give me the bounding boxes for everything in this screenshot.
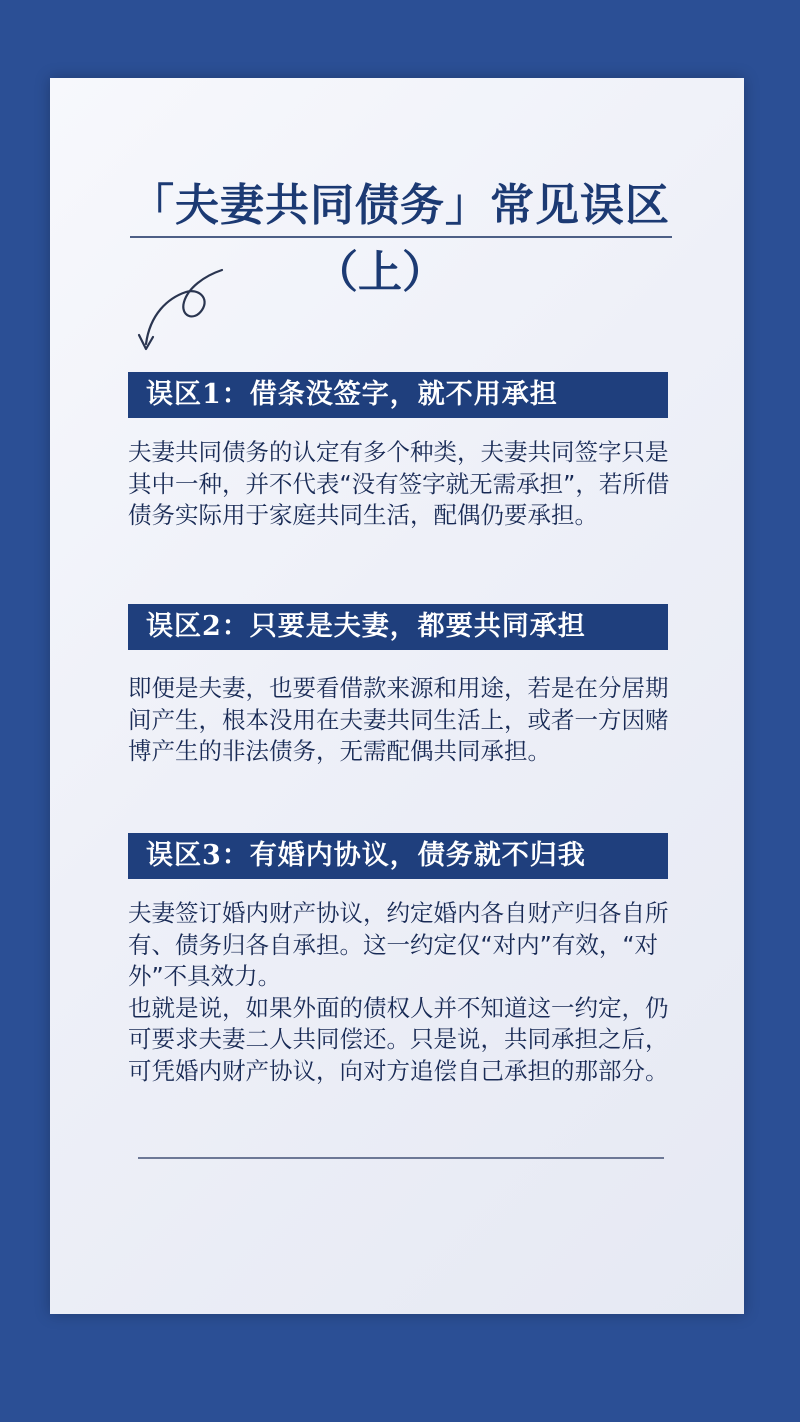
section-3-body [128, 898, 688, 1087]
section-2-body [128, 673, 688, 768]
bottom-divider [138, 1157, 664, 1159]
page-subtitle: （上） [314, 247, 446, 298]
section-3-heading: 误区3：有婚内协议，债务就不归我 [128, 833, 668, 879]
section-1-heading: 误区1：借条没签字，就不用承担 [128, 372, 668, 418]
section-1-paragraph: 夫妻共同债务的认定有多个种类，夫妻共同签字只是其中一种，并不代表“没有签字就无需承担”，若所借债务实际用于家庭共同生活，配偶仍要承担。 [128, 438, 670, 529]
section-1-body [128, 437, 688, 532]
curly-arrow-icon [132, 262, 232, 354]
section-3-paragraph-2: 也就是说，如果外面的债权人并不知道这一约定，仍可要求夫妻二人共同偿还。只是说，共同承担之后，可凭婚内财产协议，向对方追偿自己承担的那部分。 [128, 993, 669, 1085]
section-2-heading: 误区2：只要是夫妻，都要共同承担 [128, 604, 668, 650]
section-3-paragraph-1: 夫妻签订婚内财产协议，约定婚内各自财产归各自所有、债务归各自承担。这一约定仅“对内”有效，“对外”不具效力。 [128, 899, 669, 990]
section-2-paragraph: 即便是夫妻，也要看借款来源和用途，若是在分居期间产生，根本没用在夫妻共同生活上，或者一方因赌博产生的非法债务，无需配偶共同承担。 [128, 674, 669, 765]
page-title: 「夫妻共同债务」常见误区 [130, 180, 670, 231]
title-underline [130, 236, 672, 238]
